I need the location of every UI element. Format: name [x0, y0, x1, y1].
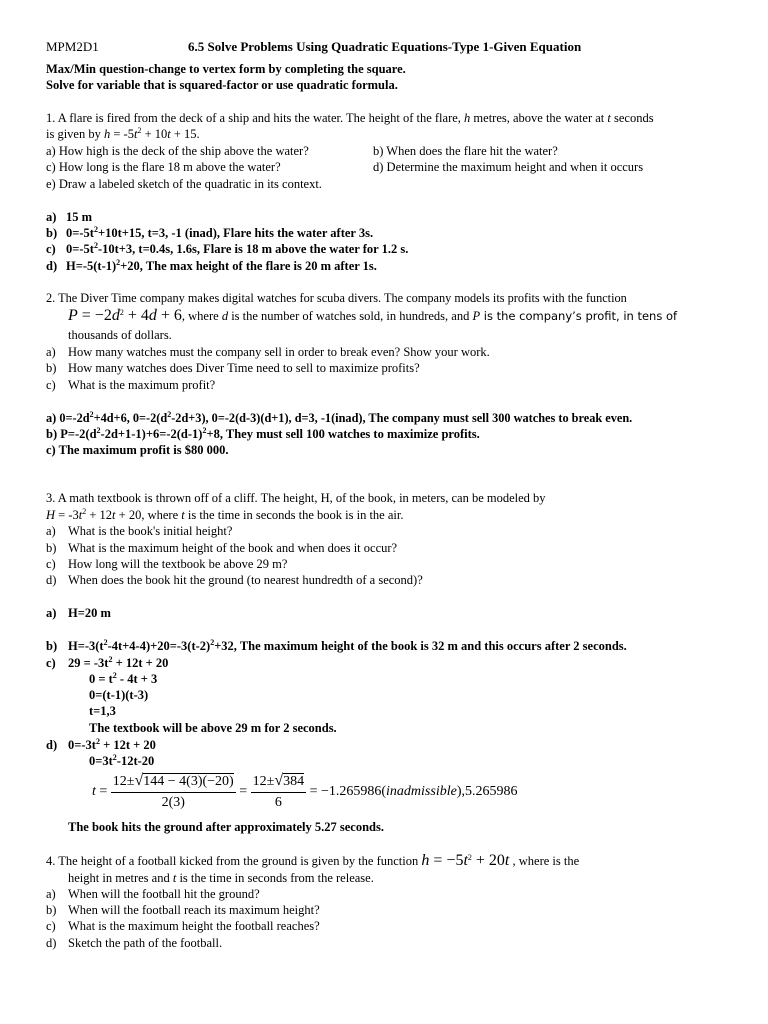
q1-part-b: b) When does the flare hit the water? [373, 144, 558, 158]
formula-fraction-2: $\frac{12\pm√384}{6}$ [252, 772, 305, 810]
q4-text-line-2: height in metres and t is the time in seconds from the release. [68, 871, 374, 885]
q4-intro: 4. The height of a football kicked from the ground is given by the function $h = -5t^2 + 20t$ , where is the [46, 852, 580, 869]
q3-answer-c-line-5: The textbook will be above 29 m for 2 seconds. [89, 721, 337, 735]
q1-part-c: c) How long is the flare 18 m above the water? [46, 160, 281, 174]
q2-equation-line: $P = -2d^2 + 4d + 6$, where d is the number of watches sold, in hundreds, and P is the company’s profit, in tens of [68, 307, 678, 324]
instruction-line-2: Solve for variable that is squared-factor or use quadratic formula. [46, 78, 398, 92]
q4-part-b: b) When will the football reach its maximum height? [46, 903, 320, 917]
q3-text-line-2: $H = -3t^2 + 12t + 20$, where t is the time in seconds the book is in the air. [46, 506, 404, 522]
page-title: 6.5 Solve Problems Using Quadratic Equations-Type 1-Given Equation [188, 39, 582, 54]
q3-part-b: b) What is the maximum height of the book and when does it occur? [46, 541, 398, 555]
q2-answer-c: c) The maximum profit is $80 000. [46, 443, 229, 457]
course-code: MPM2D1 [46, 39, 99, 54]
q3-answer-c-line-4: t=1,3 [89, 704, 116, 718]
q3-part-a: a) What is the book's initial height? [46, 524, 233, 538]
q3-answer-a: a) H=20 m [46, 606, 111, 620]
q4-part-c: c) What is the maximum height the football reaches? [46, 919, 320, 933]
q1-answer-a: a) 15 m [46, 210, 93, 224]
q2-answer-a: a) $0=-2d^2+4d+6$, $0=-2(d^2-2d+3)$, 0=-2(d-3)(d+1), d=3, -1(inad), The company must sell 300 watches to break even. [46, 409, 633, 425]
q2-answer-b: b) $P=-2(d^2-2d+1-1)+6=-2(d-1)^2+8$, They must sell 100 watches to maximize profits. [46, 425, 480, 441]
q3-answer-d-conclusion: The book hits the ground after approximately 5.27 seconds. [68, 820, 385, 834]
q3-answer-d-line-2: $0=3t^2-12t-20$ [89, 752, 155, 768]
q2-text-line-3: thousands of dollars. [68, 328, 172, 342]
q3-answer-c-line-2: $0 = t^2 - 4t + 3$ [89, 670, 158, 686]
q3-quadratic-formula: t = $\frac{12\pm√144 - 4(3)(-20)}{2(3)}$ = $\frac{12\pm√384}{6}$ = −1.265986(inadmissible),5.265986 [92, 772, 518, 810]
q1-text-line-2: is given by $h = -5t^2 + 10t + 15$. [46, 125, 200, 141]
q1-part-d: d) Determine the maximum height and when it occurs [373, 160, 644, 174]
q3-answer-c-line-3: 0=(t-1)(t-3) [89, 688, 149, 702]
q4-part-d: d) Sketch the path of the football. [46, 936, 223, 950]
q1-answer-b: b) $0=-5t^2+10t+15$, t=3, -1 (inad), Flare hits the water after 3s. [46, 224, 374, 240]
q2-part-a: a) How many watches must the company sell in order to break even? Show your work. [46, 345, 490, 359]
q3-answer-b: b) $H=-3(t^2-4t+4-4)+20=-3(t-2)^2+32$, The maximum height of the book is 32 m and this occurs after 2 seconds. [46, 637, 627, 653]
q2-part-c: c) What is the maximum profit? [46, 378, 216, 392]
q1-part-a: a) How high is the deck of the ship above the water? [46, 144, 309, 158]
q3-answer-d-line-1: d) $0=-3t^2 + 12t + 20$ [46, 736, 156, 752]
q1-text-line-1: 1. A flare is fired from the deck of a ship and hits the water. The height of the flare, h metres, above the water at t seconds [46, 111, 654, 125]
q3-part-d: d) When does the book hit the ground (to nearest hundredth of a second)? [46, 573, 423, 587]
q4-part-a: a) When will the football hit the ground? [46, 887, 260, 901]
instruction-line-1: Max/Min question-change to vertex form by completing the square. [46, 62, 406, 76]
q2-part-b: b) How many watches does Diver Time need to sell to maximize profits? [46, 361, 420, 375]
q1-part-e: e) Draw a labeled sketch of the quadratic in its context. [46, 177, 322, 191]
q3-part-c: c) How long will the textbook be above 29 m? [46, 557, 288, 571]
formula-fraction-1: $\frac{12\pm√144 - 4(3)(-20)}{2(3)}$ [112, 772, 234, 810]
q3-answer-c-line-1: c) $29 = -3t^2 + 12t + 20$ [46, 654, 169, 670]
q1-answer-d: d) $H=-5(t-1)^2+20$, The max height of the flare is 20 m after 1s. [46, 257, 377, 273]
q3-intro: 3. A math textbook is thrown off of a cliff. The height, H, of the book, in meters, can be modeled by [46, 491, 546, 505]
q1-answer-c: c) $0=-5t^2-10t+3$, t=0.4s, 1.6s, Flare is 18 m above the water for 1.2 s. [46, 240, 409, 256]
q2-intro: 2. The Diver Time company makes digital watches for scuba divers. The company models its profits with the function [46, 291, 627, 305]
